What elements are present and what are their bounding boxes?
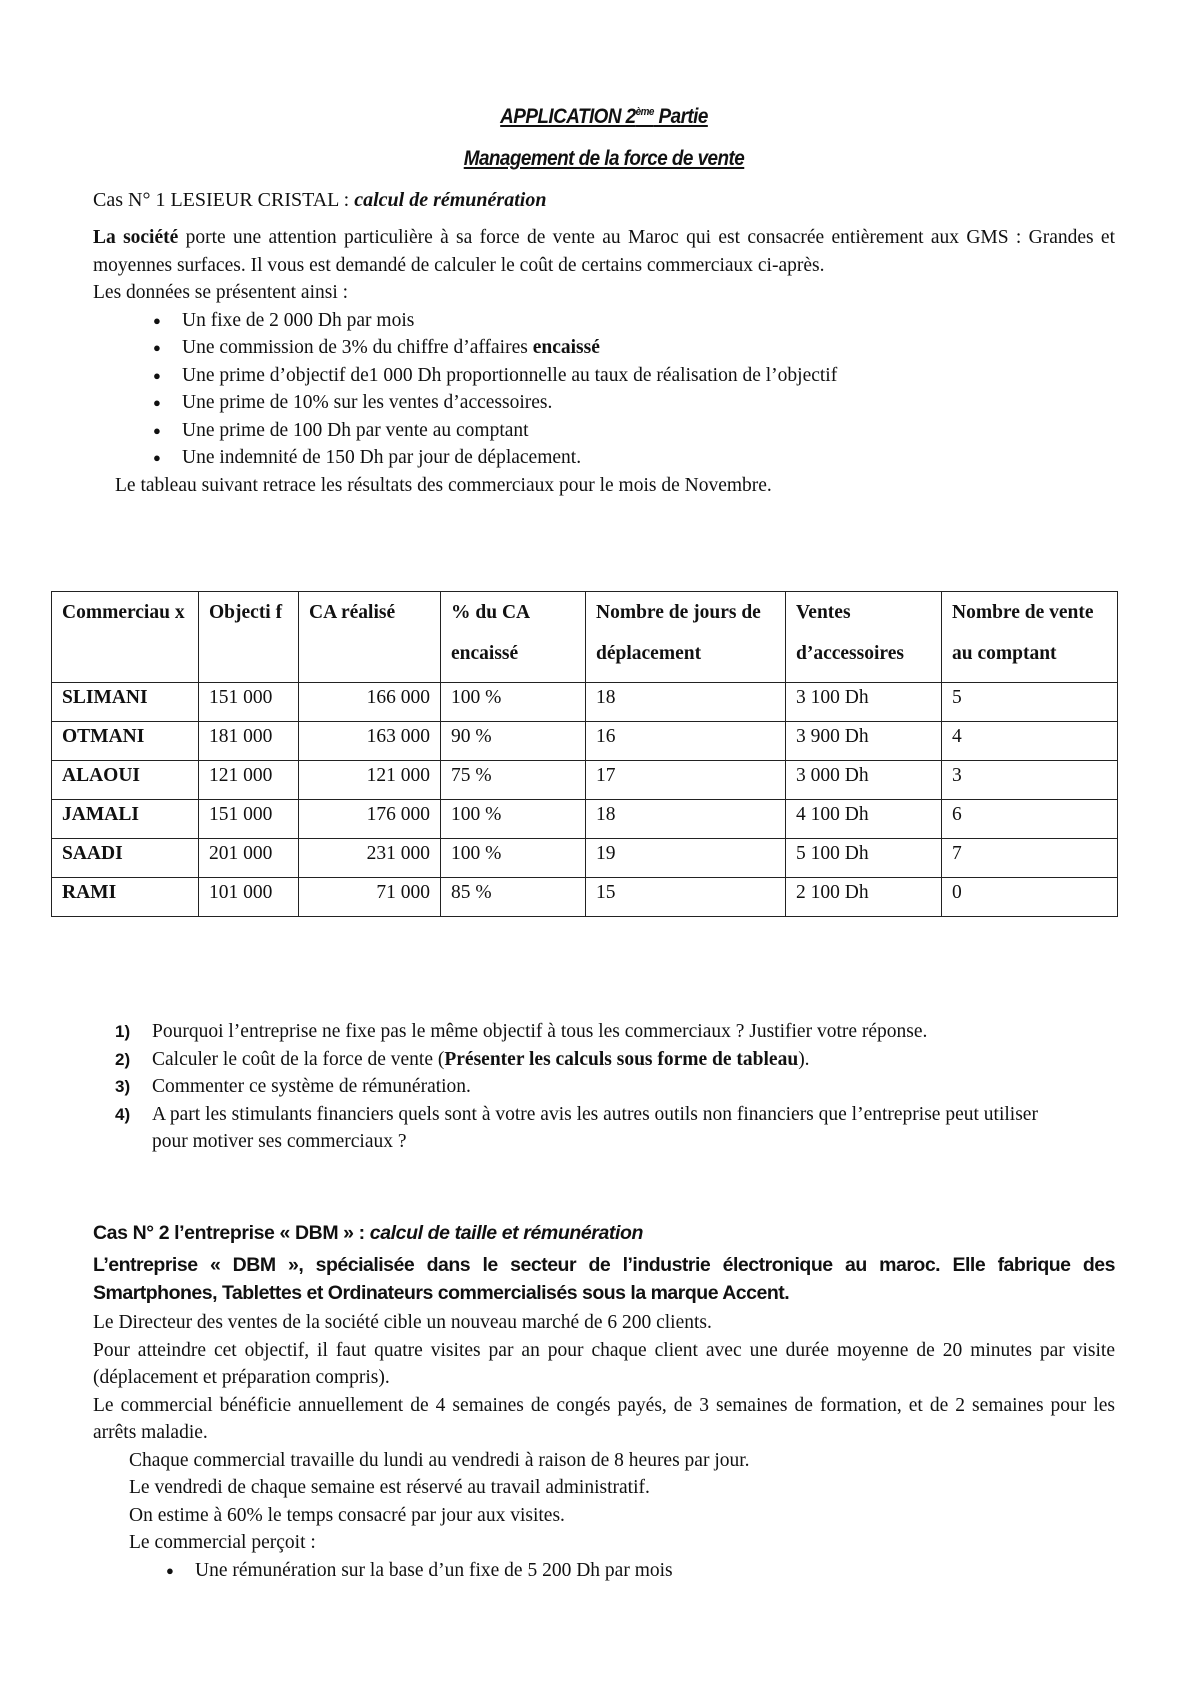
table-row	[52, 683, 1118, 722]
column-header: Ventes d’accessoires	[786, 592, 942, 683]
case2-paragraph: Pour atteindre cet objectif, il faut quatre visites par an pour chaque client avec une durée moyenne de 20 minutes par visite (déplacement et préparation compris).	[93, 1339, 1115, 1388]
table-row	[52, 800, 1118, 839]
table-cell: 3 000 Dh	[786, 761, 942, 800]
salesperson-name-cell: ALAOUI	[52, 761, 199, 800]
case2-paragraph: Le commercial bénéficie annuellement de 4 semaines de congés payés, de 3 semaines de formation, et de 2 semaines pour les arrêts maladie.	[93, 1394, 1115, 1443]
column-header: Objecti f	[199, 592, 299, 683]
page-subtitle: Management de la force de vente	[463, 147, 745, 170]
table-cell: 121 000	[199, 761, 299, 800]
table-cell: 4	[942, 722, 1118, 761]
column-header: Commerciau x	[52, 592, 199, 683]
table-cell: 4 100 Dh	[786, 800, 942, 839]
case1-data-intro: Les données se présentent ainsi :	[93, 282, 349, 303]
list-item: ● Une prime de 10% sur les ventes d’accessoires.	[153, 389, 1115, 417]
table-cell: 0	[942, 878, 1118, 917]
table-row	[52, 878, 1118, 917]
table-cell: 176 000	[299, 800, 441, 839]
column-header: % du CA encaissé	[441, 592, 586, 683]
question-item: 3) Commenter ce système de rémunération.	[115, 1076, 471, 1097]
table-cell: 16	[586, 722, 786, 761]
case1-section	[93, 105, 1115, 499]
list-item: ● Une prime de 100 Dh par vente au comptant	[153, 417, 1115, 445]
table-cell: 201 000	[199, 839, 299, 878]
case2-paragraph: Chaque commercial travaille du lundi au vendredi à raison de 8 heures par jour.	[129, 1449, 750, 1471]
salesperson-name-cell: JAMALI	[52, 800, 199, 839]
list-item: ● Une rémunération sur la base d’un fixe de 5 200 Dh par mois	[166, 1557, 1115, 1585]
table-cell: 121 000	[299, 761, 441, 800]
table-cell: 5	[942, 683, 1118, 722]
case1-bullet-list	[93, 307, 1115, 472]
case2-intro: L’entreprise « DBM », spécialisée dans le secteur de l’industrie électronique au maroc. Elle fabrique des Smartphones, Tablettes et Ordinateurs commercialisés sous la marque Accent.	[93, 1254, 1115, 1304]
question-item: 2) Calculer le coût de la force de vente (Présenter les calculs sous forme de tableau).	[115, 1048, 810, 1070]
table-cell: 6	[942, 800, 1118, 839]
table-cell: 17	[586, 761, 786, 800]
case2-section	[93, 1222, 1115, 1584]
table-cell: 151 000	[199, 800, 299, 839]
table-cell: 90 %	[441, 722, 586, 761]
table-cell: 5 100 Dh	[786, 839, 942, 878]
salesperson-name-cell: SLIMANI	[52, 683, 199, 722]
case2-paragraph: On estime à 60% le temps consacré par jour aux visites.	[129, 1504, 565, 1526]
table-row	[52, 839, 1118, 878]
table-cell: 100 %	[441, 683, 586, 722]
table-cell: 100 %	[441, 839, 586, 878]
table-cell: 231 000	[299, 839, 441, 878]
question-item: 1) Pourquoi l’entreprise ne fixe pas le même objectif à tous les commerciaux ? Justifier votre réponse.	[115, 1021, 928, 1042]
table-cell: 3	[942, 761, 1118, 800]
case2-heading: Cas N° 2 l’entreprise « DBM » : calcul de taille et rémunération	[93, 1222, 644, 1244]
table-cell: 18	[586, 683, 786, 722]
table-row	[52, 761, 1118, 800]
table-cell: 3 100 Dh	[786, 683, 942, 722]
table-cell: 85 %	[441, 878, 586, 917]
salesperson-name-cell: OTMANI	[52, 722, 199, 761]
questions-list	[115, 1018, 1045, 1156]
table-cell: 15	[586, 878, 786, 917]
table-cell: 71 000	[299, 878, 441, 917]
case2-bullet-list	[93, 1557, 1115, 1585]
table-cell: 151 000	[199, 683, 299, 722]
column-header: Nombre de vente au comptant	[942, 592, 1118, 683]
column-header: CA réalisé	[299, 592, 441, 683]
case2-paragraph: Le vendredi de chaque semaine est réservé au travail administratif.	[129, 1477, 650, 1498]
salesperson-name-cell: RAMI	[52, 878, 199, 917]
table-intro: Le tableau suivant retrace les résultats des commerciaux pour le mois de Novembre.	[115, 474, 772, 496]
table-cell: 7	[942, 839, 1118, 878]
results-table	[51, 591, 1118, 917]
table-cell: 181 000	[199, 722, 299, 761]
page-title: APPLICATION 2ème Partie	[500, 105, 708, 128]
question-item: 4) A part les stimulants financiers quels sont à votre avis les autres outils non financiers que l’entreprise peut utiliser pour motiver ses commerciaux ?	[115, 1103, 1038, 1152]
case2-paragraph: Le commercial perçoit :	[129, 1532, 316, 1553]
table-cell: 100 %	[441, 800, 586, 839]
table-cell: 3 900 Dh	[786, 722, 942, 761]
case1-heading: Cas N° 1 LESIEUR CRISTAL : calcul de rémunération	[93, 189, 547, 211]
table-cell: 2 100 Dh	[786, 878, 942, 917]
table-header-row	[52, 592, 1118, 683]
table-cell: 101 000	[199, 878, 299, 917]
list-item: ● Un fixe de 2 000 Dh par mois	[153, 307, 1115, 335]
list-item: ● Une prime d’objectif de1 000 Dh proportionnelle au taux de réalisation de l’objectif	[153, 362, 1115, 390]
table-row	[52, 722, 1118, 761]
table-cell: 75 %	[441, 761, 586, 800]
table-cell: 19	[586, 839, 786, 878]
table-cell: 163 000	[299, 722, 441, 761]
case1-intro: La société porte une attention particulière à sa force de vente au Maroc qui est consacrée entièrement aux GMS : Grandes et moyennes surfaces. Il vous est demandé de calculer le coût de certains commerciaux ci-après.	[93, 227, 1115, 276]
list-item: ● Une indemnité de 150 Dh par jour de déplacement.	[153, 444, 1115, 472]
column-header: Nombre de jours de déplacement	[586, 592, 786, 683]
list-item: ● Une commission de 3% du chiffre d’affaires encaissé	[153, 334, 1115, 362]
table-cell: 18	[586, 800, 786, 839]
salesperson-name-cell: SAADI	[52, 839, 199, 878]
table-cell: 166 000	[299, 683, 441, 722]
case2-paragraph: Le Directeur des ventes de la société cible un nouveau marché de 6 200 clients.	[93, 1312, 712, 1333]
